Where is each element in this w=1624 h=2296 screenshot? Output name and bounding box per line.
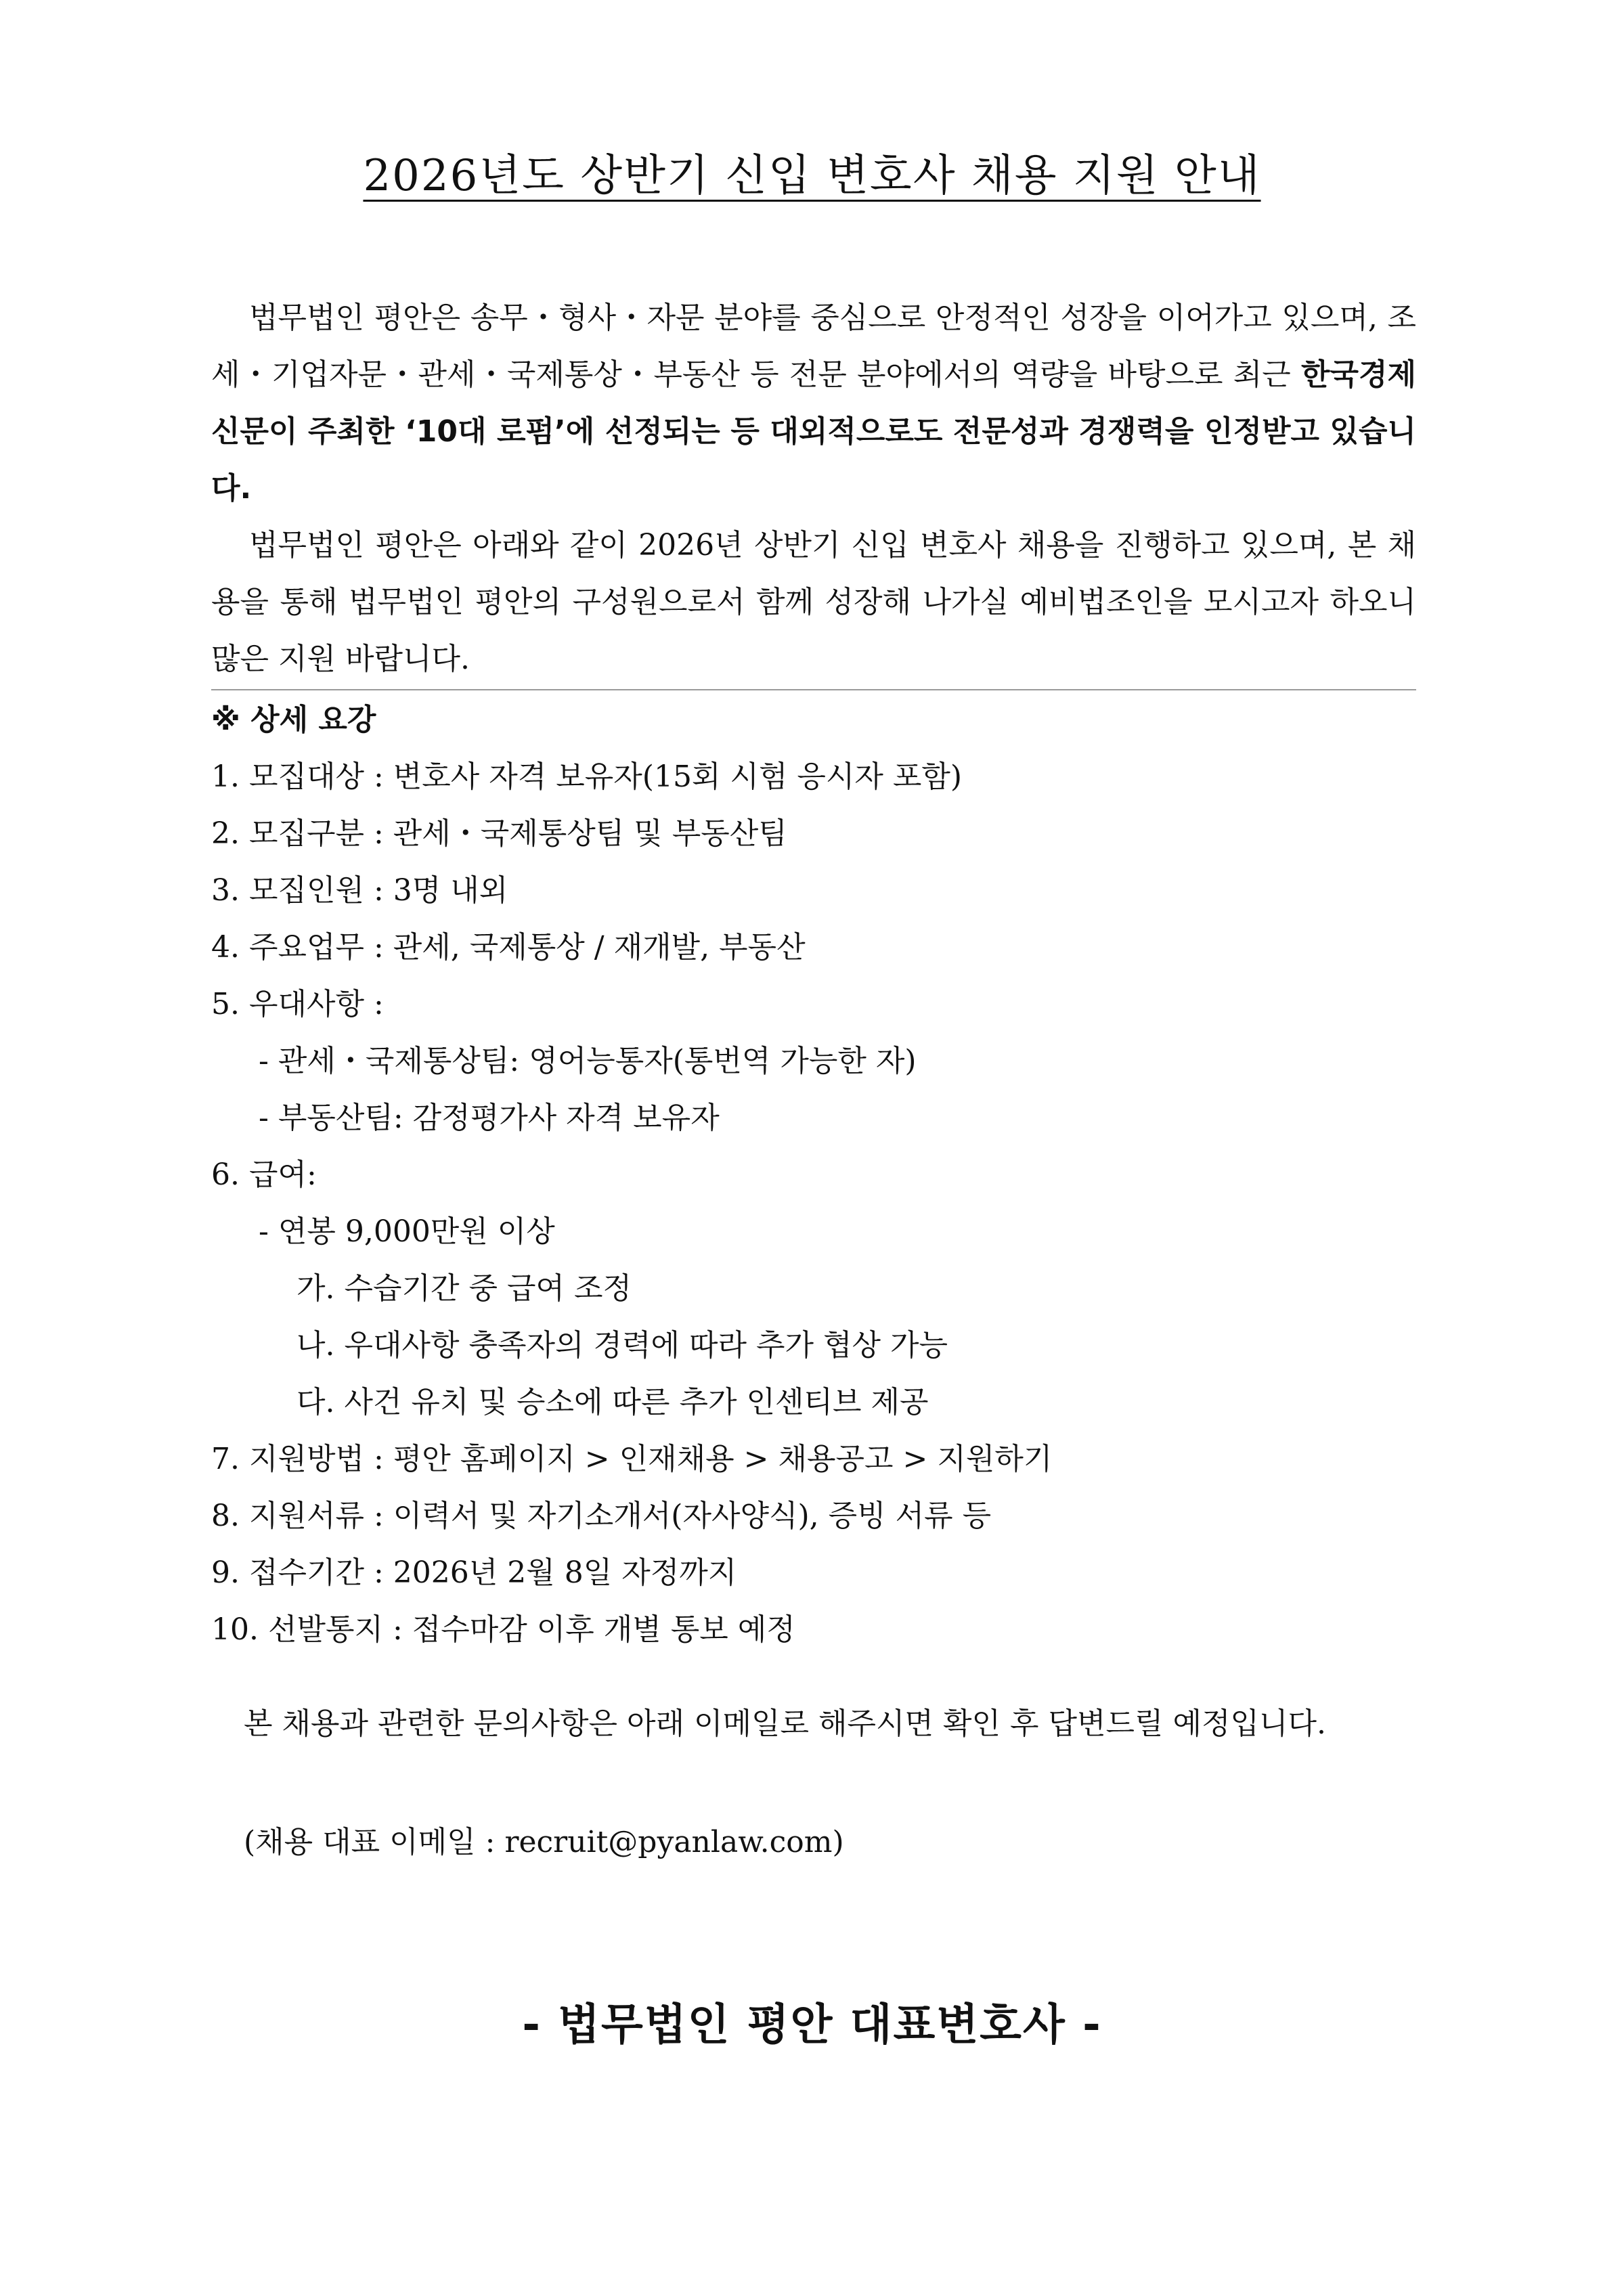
intro-paragraph-1 bbox=[211, 290, 1416, 517]
list-item: 7. 지원방법 : 평안 홈페이지 > 인재채용 > 채용공고 > 지원하기 bbox=[211, 1442, 1053, 1476]
list-item: 5. 우대사항 : bbox=[211, 987, 384, 1021]
list-item: 9. 접수기간 : 2026년 2월 8일 자정까지 bbox=[211, 1555, 737, 1590]
list-item: 8. 지원서류 : 이력서 및 자기소개서(자사양식), 증빙 서류 등 bbox=[211, 1499, 992, 1533]
list-subitem: - 연봉 9,000만원 이상 bbox=[259, 1214, 555, 1249]
inquiry-note: 본 채용과 관련한 문의사항은 아래 이메일로 해주시면 확인 후 답변드릴 예정입니다. bbox=[244, 1706, 1326, 1741]
list-item: 1. 모집대상 : 변호사 자격 보유자(15회 시험 응시자 포함) bbox=[211, 759, 963, 794]
list-item: 10. 선발통지 : 접수마감 이후 개별 통보 예정 bbox=[211, 1612, 795, 1647]
list-subitem: 다. 사건 유치 및 승소에 따른 추가 인센티브 제공 bbox=[297, 1385, 929, 1419]
section-divider bbox=[211, 689, 1416, 690]
details-heading: ※ 상세 요강 bbox=[211, 703, 376, 737]
list-subitem: 가. 수습기간 중 급여 조정 bbox=[297, 1271, 632, 1306]
intro-text: 법무법인 평안은 송무・형사・자문 분야를 중심으로 안정적인 성장을 이어가고 있으며, 조세・기업자문・관세・국제통상・부동산 등 전문 분야에서의 역량을 바탕으로 최근 bbox=[211, 301, 1416, 392]
intro-bold-text: 한국경제신문이 주최한 ‘10대 로펌’에 선정되는 등 대외적으로도 전문성과 경쟁력을 인정받고 있습니다. bbox=[211, 357, 1416, 506]
list-subitem: 나. 우대사항 충족자의 경력에 따라 추가 협상 가능 bbox=[297, 1328, 948, 1363]
list-item: 2. 모집구분 : 관세・국제통상팀 및 부동산팀 bbox=[211, 816, 787, 851]
list-subitem: - 관세・국제통상팀: 영어능통자(통번역 가능한 자) bbox=[259, 1044, 917, 1078]
list-item: 4. 주요업무 : 관세, 국제통상 / 재개발, 부동산 bbox=[211, 930, 806, 965]
list-item: 3. 모집인원 : 3명 내외 bbox=[211, 873, 508, 908]
list-subitem: - 부동산팀: 감정평가사 자격 보유자 bbox=[259, 1101, 720, 1135]
intro-paragraph-2: 법무법인 평안은 아래와 같이 2026년 상반기 신입 변호사 채용을 진행하고 있으며, 본 채용을 통해 법무법인 평안의 구성원으로서 함께 성장해 나가실 예비법조인을 모시고자 하오니 많은 지원 바랍니다. bbox=[211, 528, 1416, 676]
document-title-container bbox=[0, 141, 1624, 203]
contact-email: (채용 대표 이메일 : recruit@pyanlaw.com) bbox=[244, 1825, 844, 1859]
signature: - 법무법인 평안 대표변호사 - bbox=[522, 2000, 1102, 2050]
details-list bbox=[211, 749, 1416, 1658]
list-item: 6. 급여: bbox=[211, 1157, 317, 1192]
document-title: 2026년도 상반기 신입 변호사 채용 지원 안내 bbox=[363, 151, 1261, 201]
